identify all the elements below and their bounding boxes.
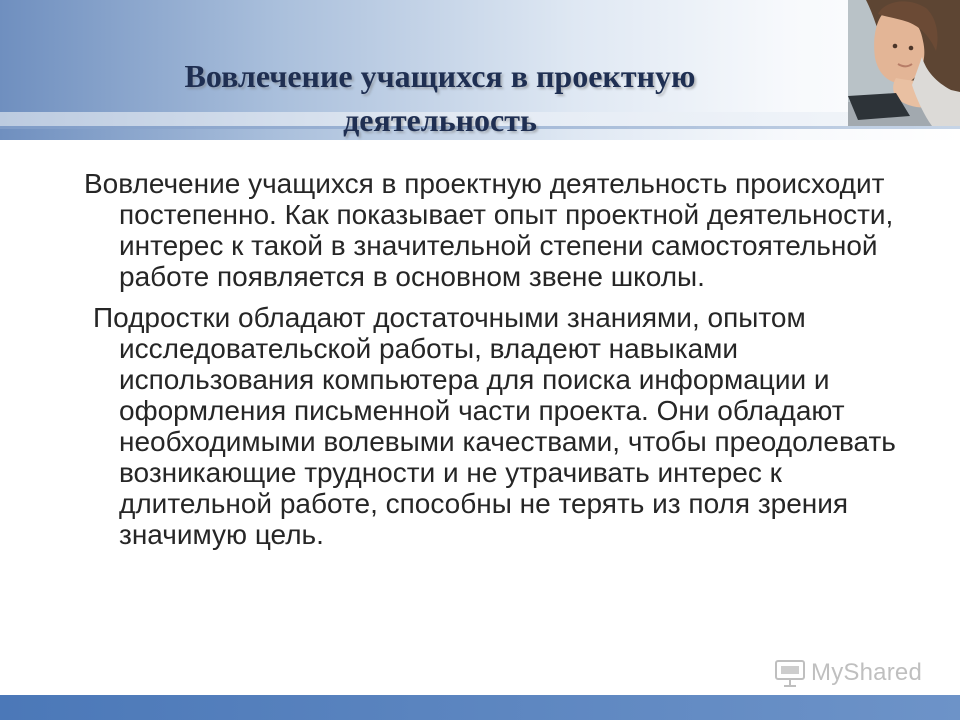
slide-body: [84, 168, 902, 578]
watermark-text: MyShared: [811, 659, 922, 686]
myshared-watermark: [773, 657, 922, 689]
student-photo: [848, 0, 960, 126]
presentation-icon: [773, 658, 807, 688]
body-paragraph: Подростки обладают достаточными знаниями, опытом исследовательской работы, владеют навыками использования компьютера для поиска информации и оформления письменной части проекта. Они обладают необходимыми волевыми качествами, чтобы преодолевать возникающие трудности и не утрачивать интерес к длительной работе, способны не терять из поля зрения значимую цель.: [93, 302, 896, 550]
footer-bar: [0, 695, 960, 720]
body-paragraph: Вовлечение учащихся в проектную деятельность происходит постепенно. Как показывает опыт проектной деятельности, интерес к такой в значительной степени самостоятельной работе появляется в основном звене школы.: [84, 168, 894, 292]
slide-title: Вовлечение учащихся в проектную деятельность: [184, 58, 696, 138]
